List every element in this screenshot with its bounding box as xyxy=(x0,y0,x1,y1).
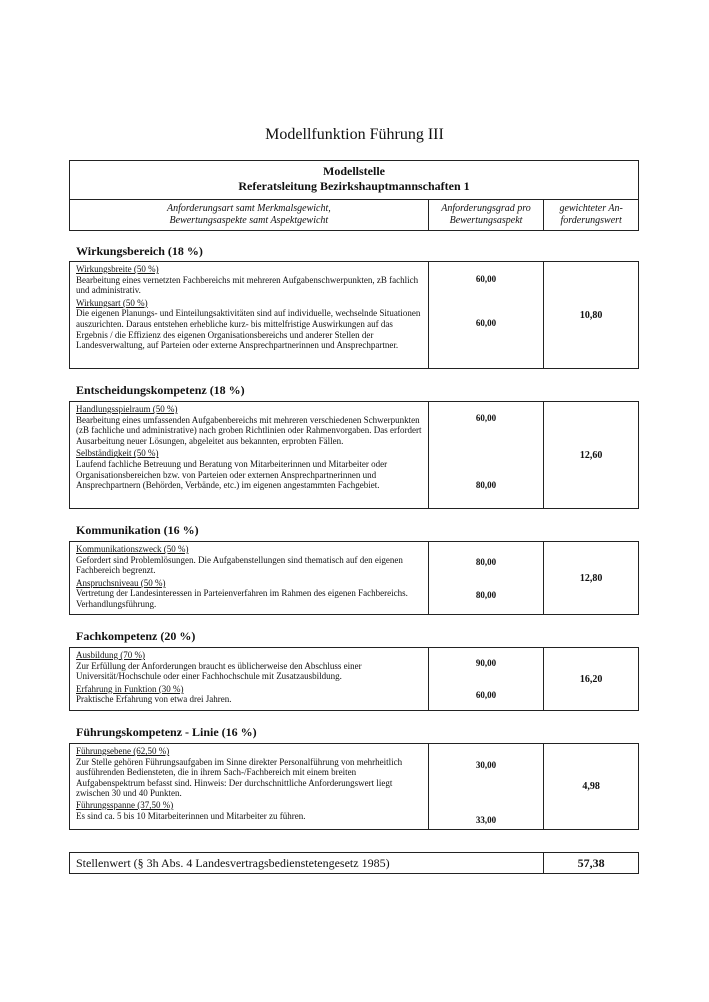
header-line-1: Modellstelle xyxy=(323,164,385,178)
aspect-text: Es sind ca. 5 bis 10 Mitarbeiterinnen und Mitarbeiter zu führen. xyxy=(76,810,306,821)
col-header-3: gewichteter An- forderungswert xyxy=(559,203,623,226)
total-label: Stellenwert (§ 3h Abs. 4 Landesvertragsbedienstetengesetz 1985) xyxy=(70,853,544,873)
section-title: Entscheidungskompetenz (18 %) xyxy=(76,383,245,397)
header-title-box xyxy=(69,160,639,200)
aspect-text: Vertretung der Landesinteressen in Parteienverfahren im Rahmen des eigenen Fachbereichs. Verhandlungsführung. xyxy=(76,588,408,609)
aspect-heading: Erfahrung in Funktion (30 %) xyxy=(76,683,184,694)
grade-cell xyxy=(429,648,545,710)
grade-value: 30,00 xyxy=(475,760,497,770)
aspect-text: Bearbeitung eines umfassenden Aufgabenbereichs mit mehreren verschiedenen Schwerpunkten (zB fachliche und administrative) nach groben Richtlinien oder Rahmenvorgaben. Das erfordert Ausarbeitung neuer Lösungen, abgeleitet aus bekannten, erprobten Fällen. xyxy=(76,414,422,446)
col-header-2: Anforderungsgrad pro Bewertungsaspekt xyxy=(429,200,545,230)
weighted-value: 4,98 xyxy=(582,781,600,792)
grade-value: 90,00 xyxy=(475,658,497,668)
grade-value: 80,00 xyxy=(475,590,497,600)
aspects-cell xyxy=(70,262,429,368)
aspect-heading: Wirkungsbreite (50 %) xyxy=(76,264,159,274)
section-table xyxy=(69,261,639,369)
aspect-text: Zur Stelle gehören Führungsaufgaben im Sinne direkter Personalführung von mehrheitlich ausführenden Bediensteten, die in ihrem Sach-/Fachbereich mit einem breiten Aufgabenspektrum befasst sind. Hinweis: Der durchschnittliche Anforderungswert liegt zwischen 30 und 40 Punkten. xyxy=(76,756,403,799)
section-table xyxy=(69,647,639,711)
aspects-cell xyxy=(70,744,429,829)
page-title: Modellfunktion Führung III xyxy=(265,126,444,143)
weighted-value: 10,80 xyxy=(579,309,603,321)
aspect-text: Die eigenen Planungs- und Einteilungsaktivitäten sind auf individuelle, wechselnde Situationen auszurichten. Daraus entstehen erhebliche kurz- bis mittelfristige Auswirkungen auf das Ergebnis / die Effizienz des eigenen Organisationsbereichs und anderer Stellen der Landesverwaltung, auf Parteien oder externe Ansprechpartnerinnen und Ansprechpartner. xyxy=(76,308,421,351)
grade-cell xyxy=(429,542,545,614)
aspect-heading: Führungsebene (62,50 %) xyxy=(76,746,170,756)
column-header-row xyxy=(69,199,639,231)
section-table xyxy=(69,401,639,509)
section-table xyxy=(69,541,639,615)
aspect-heading: Anspruchsniveau (50 %) xyxy=(76,577,166,588)
section-title: Führungskompetenz - Linie (16 %) xyxy=(76,725,257,739)
aspect-text: Zur Erfüllung der Anforderungen braucht es üblicherweise den Abschluss einer Universität/Hochschule oder einer Fachhochschule mit Zusatzausbildung. xyxy=(76,660,362,682)
grade-cell xyxy=(429,262,545,368)
aspect-heading: Handlungsspielraum (50 %) xyxy=(76,404,178,414)
aspects-cell xyxy=(70,648,429,710)
grade-value: 80,00 xyxy=(475,557,497,567)
aspect-heading: Wirkungsart (50 %) xyxy=(76,297,148,308)
grade-value: 80,00 xyxy=(475,480,497,490)
col-header-1: Anforderungsart samt Merkmalsgewicht, Bewertungsaspekte samt Aspektgewicht xyxy=(70,200,429,230)
aspect-heading: Kommunikationszweck (50 %) xyxy=(76,544,189,554)
section-title: Kommunikation (16 %) xyxy=(76,523,199,537)
weighted-value: 12,80 xyxy=(579,572,603,584)
aspect-heading: Selbständigkeit (50 %) xyxy=(76,448,159,459)
section-title: Wirkungsbereich (18 %) xyxy=(76,244,203,258)
grade-value: 33,00 xyxy=(475,815,497,825)
grade-value: 60,00 xyxy=(475,318,497,328)
total-row xyxy=(69,852,639,874)
grade-value: 60,00 xyxy=(475,413,497,423)
aspect-text: Bearbeitung eines vernetzten Fachbereichs mit mehreren Aufgabenschwerpunkten, zB fachlich und administrativ. xyxy=(76,274,419,296)
total-value: 57,38 xyxy=(577,855,605,870)
aspects-cell xyxy=(70,402,429,508)
header-line-2: Referatsleitung Bezirkshauptmannschaften 1 xyxy=(238,179,470,193)
weighted-value: 16,20 xyxy=(579,673,603,685)
aspect-heading: Führungsspanne (37,50 %) xyxy=(76,799,174,810)
section-table xyxy=(69,743,639,830)
grade-value: 60,00 xyxy=(475,274,497,284)
grade-value: 60,00 xyxy=(475,690,497,700)
weighted-value: 12,60 xyxy=(579,449,603,461)
aspect-text: Praktische Erfahrung von etwa drei Jahren. xyxy=(76,694,232,705)
aspect-text: Gefordert sind Problemlösungen. Die Aufgabenstellungen sind thematisch auf den eigenen Fachbereich begrenzt. xyxy=(76,554,403,576)
aspect-text: Laufend fachliche Betreuung und Beratung von Mitarbeiterinnen und Mitarbeiter oder Organisationsbereichen bzw. von Parteien oder externen Ansprechpartnerinnen und Ansprechpartnern (Behörden, Verbände, etc.) im eigenen angestammten Fachgebiet. xyxy=(76,458,388,491)
aspect-heading: Ausbildung (70 %) xyxy=(76,650,145,660)
grade-cell xyxy=(429,744,545,829)
aspects-cell xyxy=(70,542,429,614)
section-title: Fachkompetenz (20 %) xyxy=(76,629,196,643)
grade-cell xyxy=(429,402,545,508)
